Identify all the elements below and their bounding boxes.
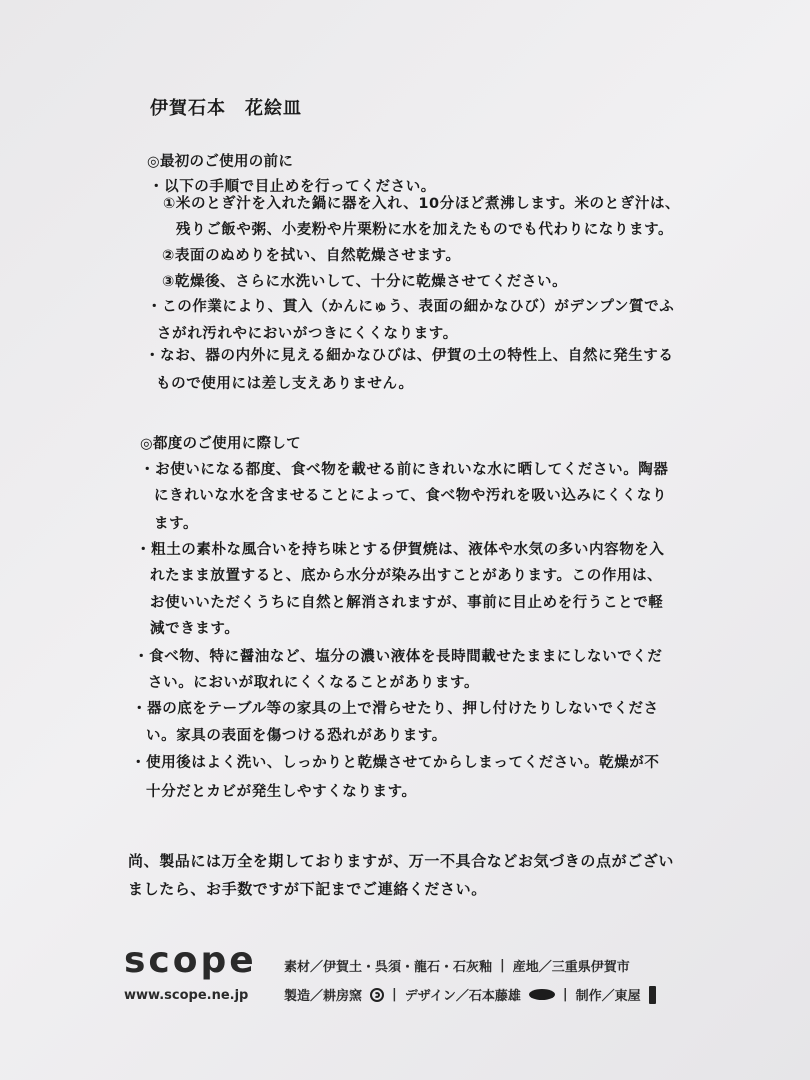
section2-line: 減できます。 xyxy=(150,621,240,637)
origin-text: 産地／三重県伊賀市 xyxy=(512,960,630,975)
designer-mark-icon xyxy=(529,989,555,1000)
materials-text: 素材／伊賀土・呉須・龍石・石灰釉 xyxy=(284,960,493,975)
section2-line: にきれいな水を含ませることによって、食べ物や汚れを吸い込みにくくなり xyxy=(154,488,668,504)
section1-line: ②表面のぬめりを拭い、自然乾燥させます。 xyxy=(162,248,461,264)
producer-mark-icon xyxy=(649,986,656,1004)
section1-line: さがれ汚れやにおいがつきにくくなります。 xyxy=(157,326,458,342)
kiln-mark-icon xyxy=(370,988,384,1002)
section1-line: ①米のとぎ汁を入れた鍋に器を入れ、10分ほど煮沸します。米のとぎ汁は、 xyxy=(163,196,681,212)
credit-row-2 xyxy=(284,985,656,1004)
section2-heading: ◎都度のご使用に際して xyxy=(140,436,301,452)
section1-line: もので使用には差し支えありません。 xyxy=(156,376,414,392)
section1-line: ・なお、器の内外に見える細かなひびは、伊賀の土の特性上、自然に発生する xyxy=(145,348,674,364)
separator: | xyxy=(392,987,397,1002)
section1-line: 残りご飯や粥、小麦粉や片栗粉に水を加えたものでも代わりになります。 xyxy=(176,222,674,238)
section2-line: ・器の底をテーブル等の家具の上で滑らせたり、押し付けたりしないでくださ xyxy=(132,701,659,717)
section2-line: ・使用後はよく洗い、しっかりと乾燥させてからしまってください。乾燥が不 xyxy=(131,755,660,771)
section2-line: ・食べ物、特に醤油など、塩分の濃い液体を長時間載せたままにしないでくだ xyxy=(134,649,663,665)
section2-line: 十分だとカビが発生しやすくなります。 xyxy=(146,784,417,800)
section1-heading: ◎最初のご使用の前に xyxy=(147,154,294,170)
section2-line: ます。 xyxy=(154,516,199,532)
closing-line: 尚、製品には万全を期しておりますが、万一不具合などお気づきの点がござい xyxy=(128,852,675,870)
section2-line: ・粗土の素朴な風合いを持ち味とする伊賀焼は、液体や水気の多い内容物を入 xyxy=(136,542,665,558)
section2-line: お使いいただくうちに自然と解消されますが、事前に目止めを行うことで軽 xyxy=(150,595,664,611)
section2-line: い。家具の表面を傷つける恐れがあります。 xyxy=(146,728,447,744)
separator: | xyxy=(562,987,568,1002)
designer-text: デザイン／石本藤雄 xyxy=(404,989,521,1004)
maker-text: 製造／耕房窯 xyxy=(284,989,363,1004)
separator: | xyxy=(500,958,505,973)
credit-row-1 xyxy=(284,956,630,975)
section2-line: さい。においが取れにくくなることがあります。 xyxy=(148,675,480,691)
section1-line: ③乾燥後、さらに水洗いして、十分に乾燥させてください。 xyxy=(162,274,568,290)
scope-logo: scope xyxy=(124,940,257,981)
section2-line: れたまま放置すると、底から水分が染み出すことがあります。この作用は、 xyxy=(150,568,663,584)
section2-line: ・お使いになる都度、食べ物を載せる前にきれいな水に晒してください。陶器 xyxy=(140,462,669,478)
producer-text: 制作／東屋 xyxy=(575,989,641,1004)
product-title: 伊賀石本 花絵皿 xyxy=(150,98,302,119)
closing-line: ましたら、お手数ですが下記までご連絡ください。 xyxy=(128,880,487,898)
section1-line: ・以下の手順で目止めを行ってください。 xyxy=(149,179,436,195)
website-url: www.scope.ne.jp xyxy=(124,988,249,1003)
section1-line: ・この作業により、貫入（かんにゅう、表面の細かなひび）がデンプン質でふ xyxy=(147,299,675,315)
